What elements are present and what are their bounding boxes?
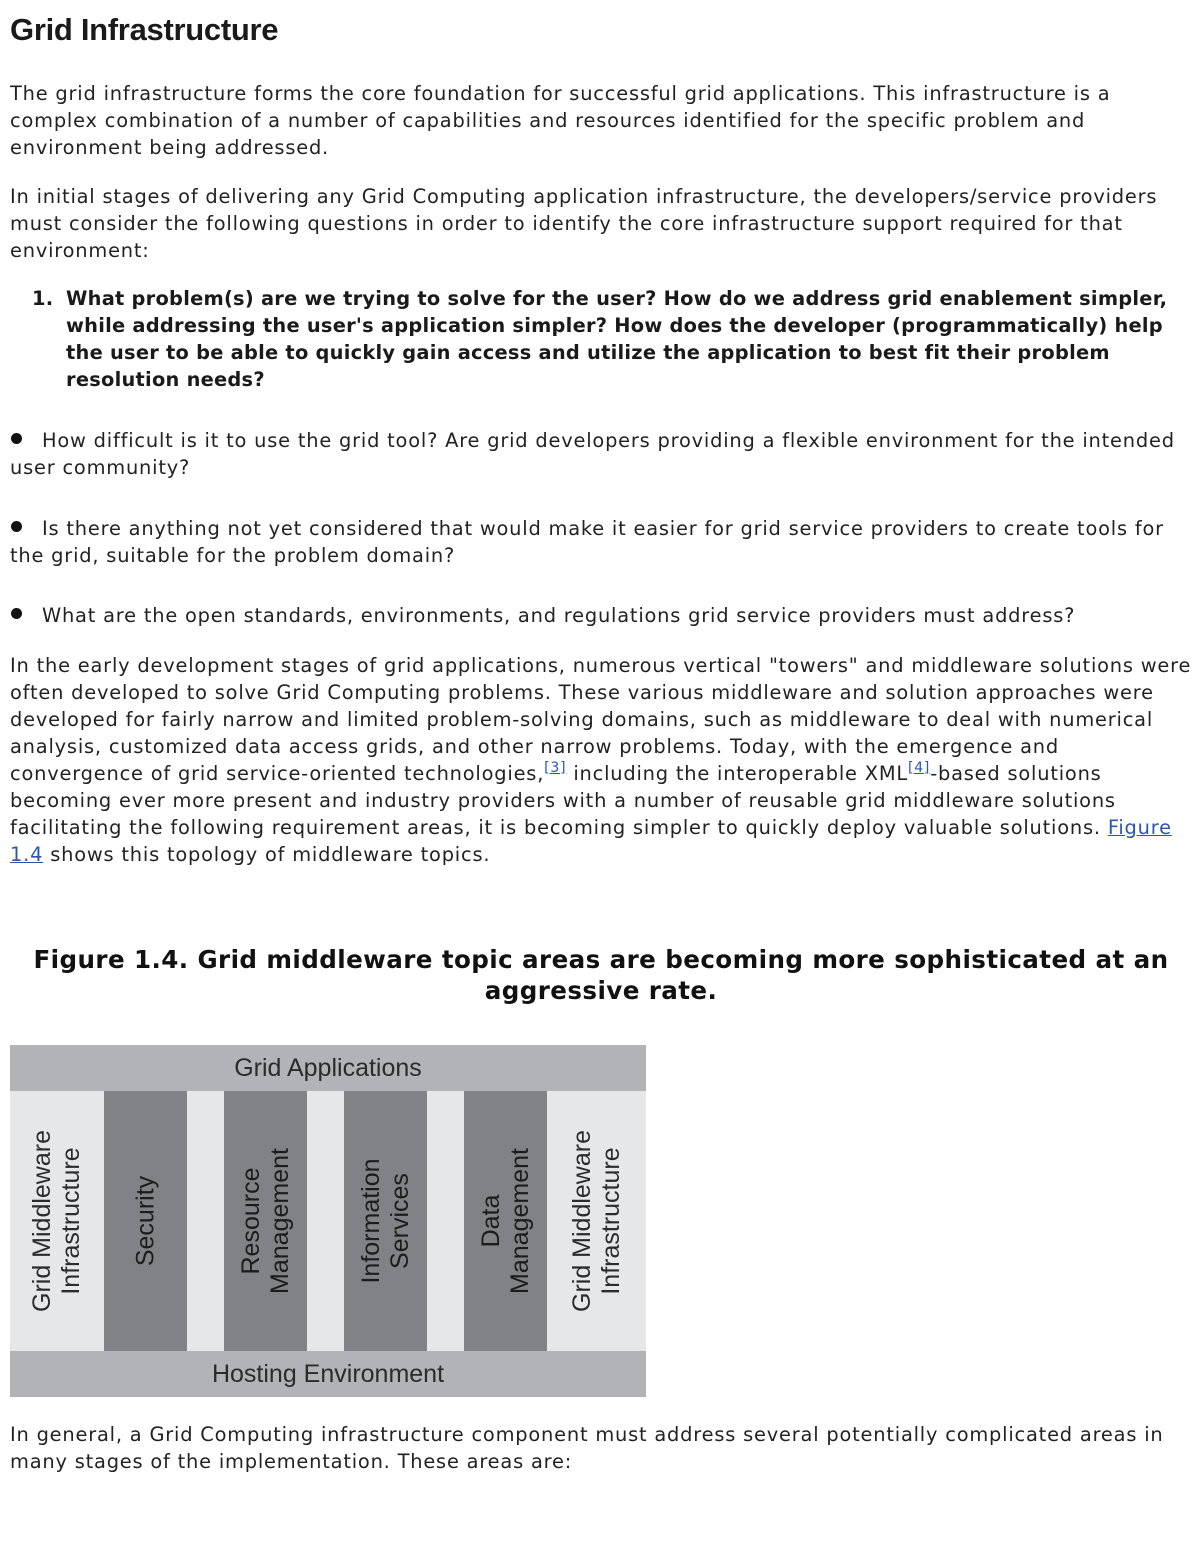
hosting-environment-band: Hosting Environment — [10, 1351, 646, 1397]
numbered-question-item — [10, 285, 1192, 393]
resource-management-column — [224, 1091, 307, 1351]
right-infrastructure-column — [547, 1091, 646, 1351]
column-label: Data Management — [476, 1148, 534, 1294]
paragraph-text: In the early development stages of grid applications, numerous vertical "towers" and middleware solutions were often developed to solve Grid Computing problems. These various middleware and solution approaches were developed for fairly narrow and limited problem-solving domains, such as middleware to deal with numerical analysis, customized data access grids, and other narrow problems. Today, with the emergence and convergence of grid service-oriented technologies, — [10, 654, 1192, 785]
footnote-link-4[interactable]: [4] — [907, 760, 931, 776]
column-label: Grid Middleware Infrastructure — [28, 1129, 85, 1313]
column-label: Resource Management — [236, 1148, 294, 1294]
list-number: 1. — [32, 287, 54, 310]
bullet-icon — [11, 608, 22, 619]
left-infrastructure-column — [10, 1091, 104, 1351]
middleware-diagram — [10, 1045, 646, 1397]
paragraph-text: shows this topology of middleware topics. — [43, 843, 491, 866]
figure-1-4-link[interactable]: Figure 1.4 — [10, 816, 1172, 866]
paragraph-text: including the interoperable XML — [566, 762, 908, 785]
security-column — [104, 1091, 187, 1351]
bullet-text: How difficult is it to use the grid tool? Are grid developers providing a flexible environment for the intended user community? — [10, 429, 1175, 479]
column-label: Security — [131, 1175, 159, 1267]
closing-paragraph: In general, a Grid Computing infrastructure component must address several potentially complicated areas in many stages of the implementation. These areas are: — [10, 1423, 1164, 1473]
footnote-link-3[interactable]: [3] — [544, 760, 567, 776]
bullet-item — [10, 427, 1192, 481]
figure-caption: Figure 1.4. Grid middleware topic areas are becoming more sophisticated at an aggressive rate. — [33, 945, 1169, 1005]
bullet-text: What are the open standards, environments, and regulations grid service providers must address? — [42, 604, 1076, 627]
data-management-column — [464, 1091, 547, 1351]
bullet-text: Is there anything not yet considered that would make it easier for grid service providers to create tools for the grid, suitable for the problem domain? — [10, 517, 1164, 567]
column-label: Grid Middleware Infrastructure — [567, 1129, 625, 1313]
paragraph-text: -based solutions becoming ever more present and industry providers with a number of reusable grid middleware solutions facilitating the following requirement areas, it is becoming simpler to quickly deploy valuable solutions. — [10, 762, 1116, 839]
intro-paragraph: The grid infrastructure forms the core foundation for successful grid applications. This infrastructure is a complex combination of a number of capabilities and resources identified for the specific problem and environment being addressed. — [10, 82, 1111, 159]
bullet-item — [10, 515, 1192, 569]
grid-applications-band: Grid Applications — [10, 1045, 646, 1091]
information-services-column — [344, 1091, 427, 1351]
numbered-question-list — [10, 285, 1192, 393]
bullet-icon — [11, 433, 22, 444]
bullet-icon — [11, 521, 22, 532]
column-label: Information Services — [356, 1158, 414, 1284]
page-title: Grid Infrastructure — [10, 12, 279, 47]
list-item-text: What problem(s) are we trying to solve for the user? How do we address grid enablement simpler, while addressing the user's application simpler? How does the developer (programmatically) help the user to be able to quickly gain access and utilize the application to best fit their problem resolution needs? — [66, 287, 1168, 391]
bullet-item — [10, 602, 1192, 629]
stages-paragraph: In initial stages of delivering any Grid Computing application infrastructure, the developers/service providers must consider the following questions in order to identify the core infrastructure support required for that environment: — [10, 185, 1158, 262]
history-paragraph — [10, 652, 1192, 868]
